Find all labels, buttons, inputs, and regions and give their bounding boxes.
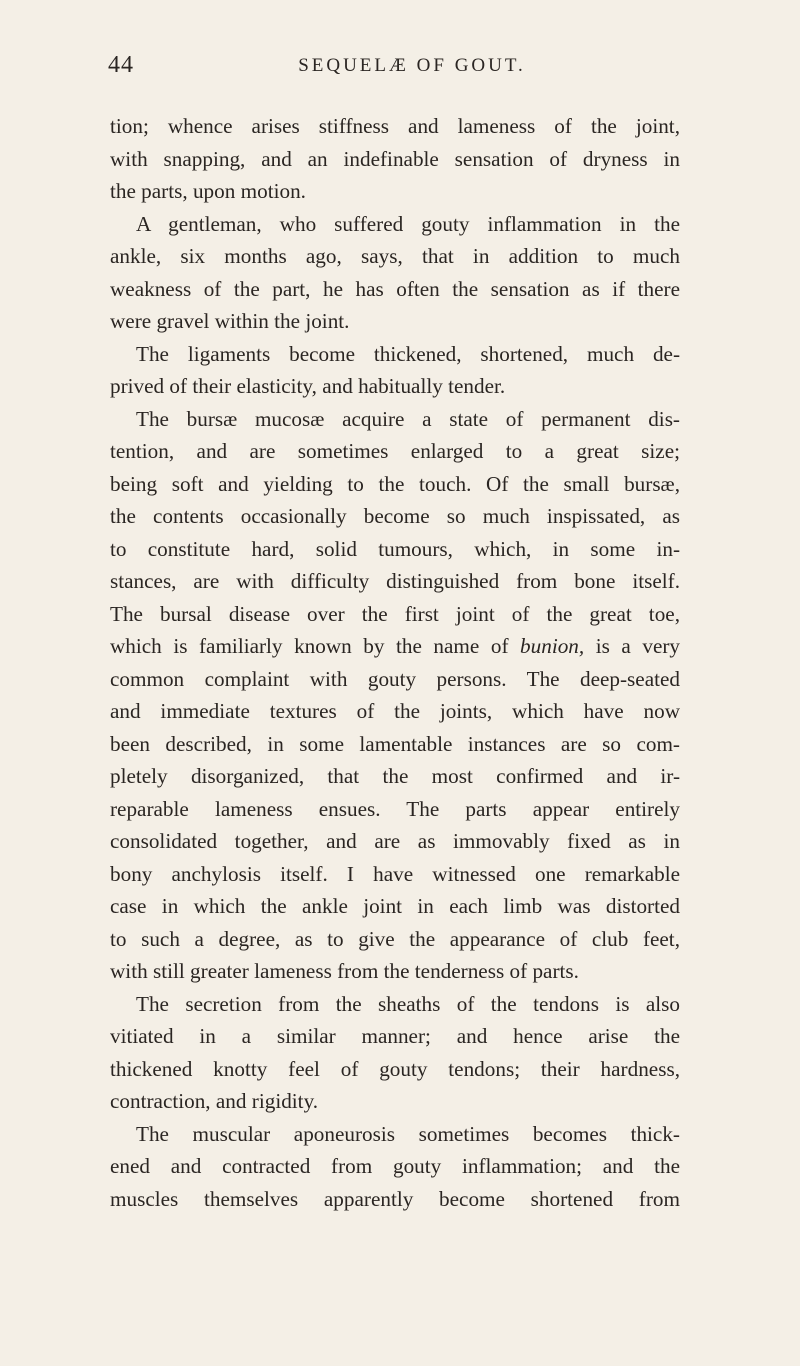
text-line: ened and contracted from gouty inflammation; and the [110,1154,680,1178]
text-line: to constitute hard, solid tumours, which, in some in- [110,536,680,561]
text-line: the parts, upon motion. [110,179,306,203]
text-line: reparable lameness ensues. The parts appear entirely [110,796,680,821]
text-line: pletely disorganized, that the most confirmed and ir- [110,764,680,788]
text-line: case in which the ankle joint in each limb was distorted [110,894,680,918]
text-line: the contents occasionally become so much inspissated, as [110,504,680,528]
text-line: consolidated together, and are as immovably fixed as in [110,829,680,853]
body-text [110,110,680,1215]
text-line: were gravel within the joint. [110,309,350,333]
text-line: ankle, six months ago, says, that in addition to much [110,244,680,268]
text-line: The muscular aponeurosis sometimes becomes thick- [136,1121,680,1146]
text-line: contraction, and rigidity. [110,1089,319,1113]
text-line: stances, are with difficulty distinguished from bone itself. [110,569,680,593]
text-line: with still greater lameness from the tenderness of parts. [110,959,579,983]
text-line: with snapping, and an indefinable sensation of dryness in [110,146,680,171]
text-line: thickened knotty feel of gouty tendons; their hardness, [110,1056,680,1081]
text-line: being soft and yielding to the touch. Of the small bursæ, [110,471,680,496]
italic-term-bunion: bunion, [520,634,585,658]
text-line: The bursæ mucosæ acquire a state of permanent dis- [136,406,680,431]
text-line: The secretion from the sheaths of the tendons is also [136,991,680,1016]
text-line: and immediate textures of the joints, which have now [110,699,680,723]
text-fragment: which is familiarly known by the name of [110,634,509,658]
text-line: tion; whence arises stiffness and lameness of the joint, [110,114,680,138]
text-line: muscles themselves apparently become shortened from [110,1186,680,1211]
text-line: The ligaments become thickened, shortened, much de- [136,341,680,366]
text-line: to such a degree, as to give the appearance of club feet, [110,926,680,951]
text-line: tention, and are sometimes enlarged to a great size; [110,439,680,463]
text-line: prived of their elasticity, and habitually tender. [110,374,506,398]
text-line: common complaint with gouty persons. The deep-seated [110,666,680,691]
text-line: bony anchylosis itself. I have witnessed one remarkable [110,861,680,886]
page-number: 44 [108,52,134,78]
text-line: A gentleman, who suffered gouty inflammation in the [136,211,680,236]
text-line [110,630,680,663]
running-head: SEQUELÆ OF GOUT. [298,55,526,76]
text-line: vitiated in a similar manner; and hence arise the [110,1024,680,1048]
text-line: been described, in some lamentable instances are so com- [110,731,680,756]
text-fragment: is a very [595,634,681,658]
text-line: weakness of the part, he has often the sensation as if there [110,276,680,301]
text-line: The bursal disease over the first joint of the great toe, [110,601,680,626]
